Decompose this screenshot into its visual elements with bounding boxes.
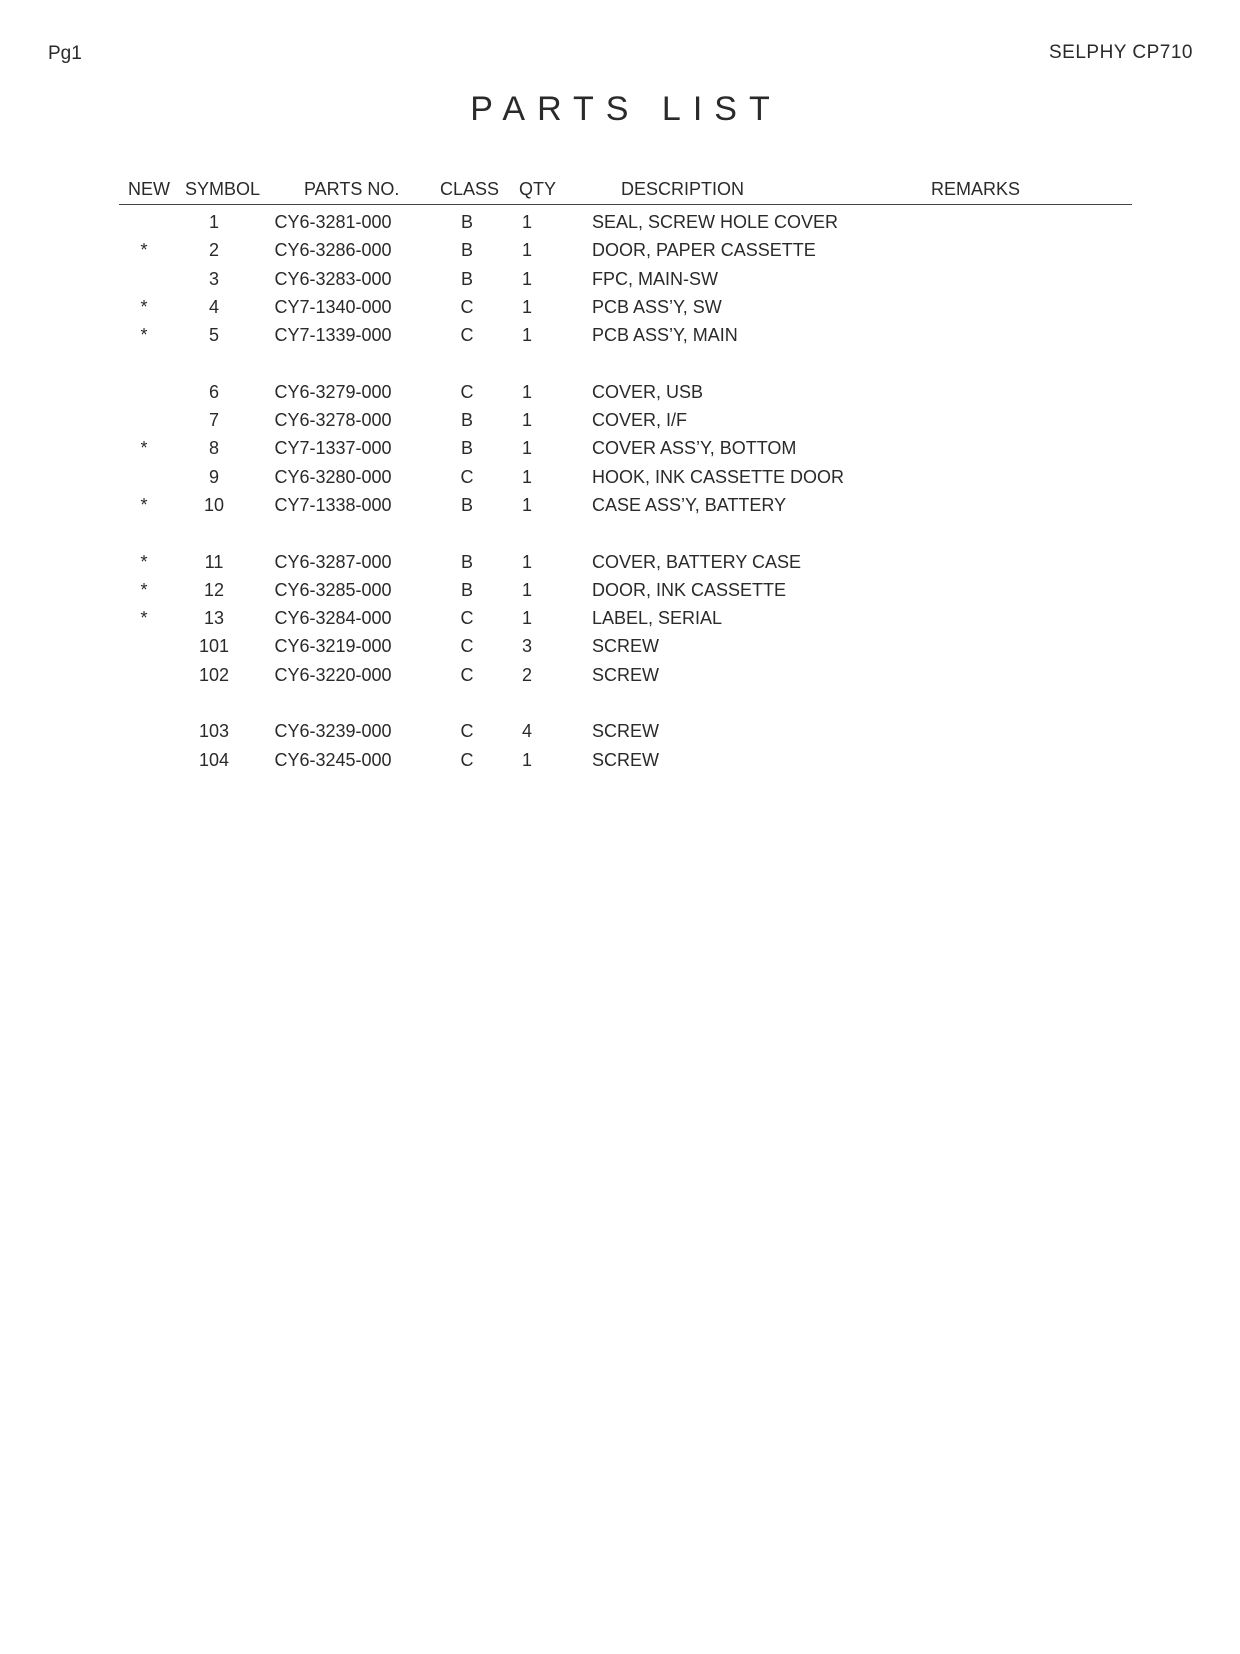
cell-class: B — [460, 410, 473, 431]
cell-symbol: 102 — [198, 664, 230, 685]
cell-qty: 1 — [521, 579, 532, 600]
column-header-symbol: SYMBOL — [185, 179, 261, 199]
cell-new-marker: * — [140, 325, 148, 346]
cell-symbol: 7 — [208, 410, 219, 431]
cell-description: PCB ASS’Y, SW — [592, 296, 722, 317]
cell-parts-no: CY6-3280-000 — [274, 466, 392, 487]
cell-symbol: 104 — [198, 749, 230, 770]
model-name: SELPHY CP710 — [1048, 42, 1193, 63]
table-row — [119, 665, 1132, 693]
cell-symbol: 6 — [208, 381, 219, 402]
cell-qty: 1 — [521, 268, 532, 289]
cell-new-marker: * — [140, 296, 148, 317]
page-title: PARTS LIST — [470, 90, 782, 128]
cell-class: B — [460, 212, 473, 232]
cell-parts-no: CY6-3220-000 — [274, 664, 392, 685]
table-row — [119, 325, 1132, 353]
cell-qty: 1 — [521, 410, 532, 431]
column-header-description: DESCRIPTION — [621, 179, 745, 199]
cell-qty: 1 — [521, 438, 532, 459]
cell-qty: 3 — [521, 636, 532, 657]
cell-description: HOOK, INK CASSETTE DOOR — [592, 466, 845, 487]
cell-qty: 1 — [521, 551, 532, 572]
cell-new-marker: * — [140, 494, 148, 515]
cell-description: COVER, I/F — [592, 410, 688, 431]
cell-parts-no: CY6-3219-000 — [274, 636, 392, 657]
table-row — [119, 212, 1132, 240]
cell-description: SCREW — [592, 721, 659, 742]
cell-class: C — [460, 296, 474, 317]
cell-parts-no: CY6-3283-000 — [274, 268, 392, 289]
table-row — [119, 552, 1132, 580]
table-row — [119, 580, 1132, 608]
cell-parts-no: CY7-1337-000 — [274, 438, 392, 459]
cell-parts-no: CY6-3279-000 — [274, 381, 392, 402]
cell-qty: 1 — [521, 466, 532, 487]
cell-parts-no: CY6-3245-000 — [274, 749, 392, 770]
cell-qty: 1 — [521, 749, 532, 770]
cell-symbol: 4 — [208, 296, 219, 317]
cell-qty: 1 — [521, 296, 532, 317]
cell-description: SEAL, SCREW HOLE COVER — [592, 212, 839, 232]
table-row — [119, 410, 1132, 438]
cell-parts-no: CY7-1338-000 — [274, 494, 392, 515]
column-header-new: NEW — [128, 179, 170, 199]
cell-class: B — [460, 240, 473, 261]
cell-parts-no: CY6-3278-000 — [274, 410, 392, 431]
cell-new-marker: * — [140, 438, 148, 459]
cell-parts-no: CY7-1339-000 — [274, 325, 392, 346]
table-row — [119, 467, 1132, 495]
cell-symbol: 2 — [208, 240, 219, 261]
cell-class: C — [460, 749, 474, 770]
cell-parts-no: CY6-3281-000 — [274, 212, 392, 232]
table-row — [119, 269, 1132, 297]
table-row — [119, 608, 1132, 636]
table-row — [119, 297, 1132, 325]
cell-class: C — [460, 608, 474, 629]
column-header-remarks: REMARKS — [931, 179, 1021, 199]
cell-qty: 1 — [521, 608, 532, 629]
cell-symbol: 11 — [204, 551, 224, 572]
cell-symbol: 1 — [208, 212, 219, 232]
cell-description: SCREW — [592, 664, 659, 685]
column-header-qty: QTY — [519, 179, 557, 199]
cell-class: B — [460, 268, 473, 289]
cell-parts-no: CY6-3286-000 — [274, 240, 392, 261]
cell-class: C — [460, 381, 474, 402]
cell-symbol: 8 — [208, 438, 219, 459]
cell-new-marker: * — [140, 240, 148, 261]
cell-description: SCREW — [592, 749, 659, 770]
cell-symbol: 101 — [198, 636, 230, 657]
cell-class: C — [460, 466, 474, 487]
cell-class: B — [460, 551, 473, 572]
cell-symbol: 12 — [203, 579, 225, 600]
cell-qty: 1 — [521, 494, 532, 515]
cell-class: B — [460, 494, 473, 515]
parts-table — [119, 176, 1132, 778]
table-body — [119, 212, 1132, 778]
cell-description: FPC, MAIN-SW — [592, 268, 718, 289]
cell-class: B — [460, 579, 473, 600]
table-header — [119, 176, 1132, 205]
cell-qty: 1 — [521, 325, 532, 346]
table-row — [119, 495, 1132, 523]
cell-class: C — [460, 325, 474, 346]
cell-description: DOOR, INK CASSETTE — [592, 579, 787, 600]
cell-description: LABEL, SERIAL — [592, 608, 723, 629]
cell-parts-no: CY6-3284-000 — [274, 608, 392, 629]
table-row — [119, 240, 1132, 268]
cell-symbol: 13 — [203, 608, 225, 629]
cell-description: CASE ASS’Y, BATTERY — [592, 494, 787, 515]
cell-parts-no: CY6-3285-000 — [274, 579, 392, 600]
cell-parts-no: CY6-3287-000 — [274, 551, 392, 572]
cell-symbol: 3 — [208, 268, 219, 289]
column-header-class: CLASS — [440, 179, 500, 199]
cell-new-marker: * — [140, 551, 148, 572]
cell-description: DOOR, PAPER CASSETTE — [592, 240, 816, 261]
cell-new-marker: * — [140, 608, 148, 629]
table-row — [119, 382, 1132, 410]
cell-symbol: 5 — [208, 325, 219, 346]
cell-class: B — [460, 438, 473, 459]
table-row — [119, 438, 1132, 466]
cell-qty: 4 — [521, 721, 532, 742]
cell-class: C — [460, 664, 474, 685]
cell-qty: 1 — [521, 240, 532, 261]
cell-parts-no: CY6-3239-000 — [274, 721, 392, 742]
page-number: Pg1 — [48, 43, 82, 64]
table-row — [119, 750, 1132, 778]
cell-qty: 2 — [521, 664, 532, 685]
cell-symbol: 103 — [198, 721, 230, 742]
column-header-parts-no: PARTS NO. — [304, 179, 400, 199]
cell-description: COVER, USB — [592, 381, 704, 402]
cell-class: C — [460, 636, 474, 657]
cell-qty: 1 — [521, 212, 532, 232]
cell-qty: 1 — [521, 381, 532, 402]
cell-description: COVER ASS’Y, BOTTOM — [592, 438, 797, 459]
cell-symbol: 10 — [203, 494, 225, 515]
cell-new-marker: * — [140, 579, 148, 600]
cell-class: C — [460, 721, 474, 742]
cell-description: SCREW — [592, 636, 659, 657]
cell-description: PCB ASS’Y, MAIN — [592, 325, 738, 346]
table-row — [119, 636, 1132, 664]
table-row — [119, 721, 1132, 749]
cell-parts-no: CY7-1340-000 — [274, 296, 392, 317]
cell-description: COVER, BATTERY CASE — [592, 551, 802, 572]
cell-symbol: 9 — [208, 466, 219, 487]
